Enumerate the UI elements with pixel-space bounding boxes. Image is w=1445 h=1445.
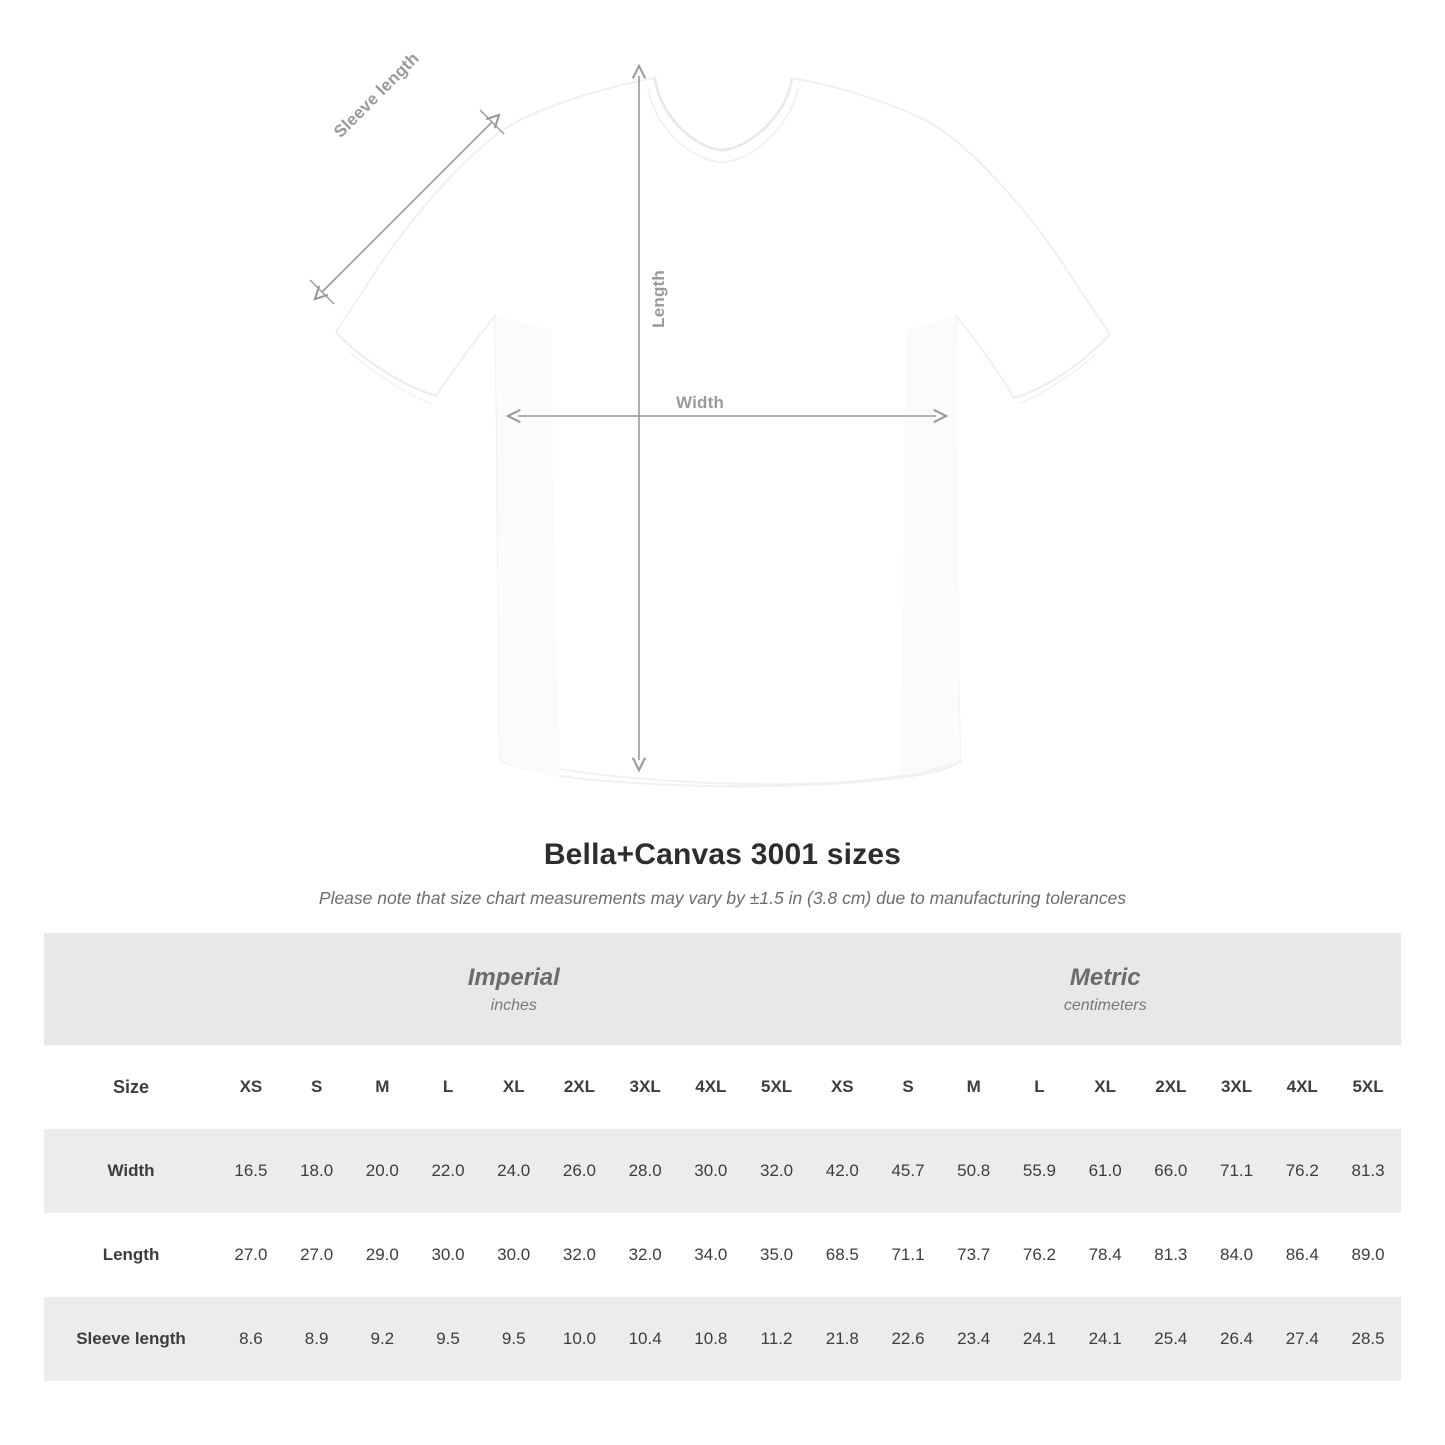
length-value: 78.4: [1072, 1213, 1138, 1297]
size-header-cell: M: [941, 1045, 1007, 1129]
width-value: 26.0: [547, 1129, 613, 1213]
length-value: 30.0: [415, 1213, 481, 1297]
size-header-cell: XL: [481, 1045, 547, 1129]
size-header-cell: S: [875, 1045, 941, 1129]
unit-group-imperial: [218, 933, 809, 1045]
row-header-sleeve-length: Sleeve length: [44, 1297, 218, 1381]
unit-group-row: [44, 933, 1401, 1045]
sleeve-value: 8.6: [218, 1297, 284, 1381]
sleeve-value: 23.4: [941, 1297, 1007, 1381]
length-value: 27.0: [284, 1213, 350, 1297]
sleeve-value: 10.4: [612, 1297, 678, 1381]
sleeve-value: 28.5: [1335, 1297, 1401, 1381]
width-value: 55.9: [1007, 1129, 1073, 1213]
table-row: [44, 1213, 1401, 1297]
length-value: 34.0: [678, 1213, 744, 1297]
size-header-cell: 4XL: [1269, 1045, 1335, 1129]
length-value: 86.4: [1269, 1213, 1335, 1297]
length-value: 71.1: [875, 1213, 941, 1297]
width-value: 20.0: [349, 1129, 415, 1213]
sleeve-value: 26.4: [1204, 1297, 1270, 1381]
width-value: 18.0: [284, 1129, 350, 1213]
size-header-cell: S: [284, 1045, 350, 1129]
length-value: 35.0: [744, 1213, 810, 1297]
size-chart-header: [0, 838, 1445, 909]
length-value: 32.0: [547, 1213, 613, 1297]
width-value: 24.0: [481, 1129, 547, 1213]
sleeve-value: 9.2: [349, 1297, 415, 1381]
length-value: 27.0: [218, 1213, 284, 1297]
length-value: 29.0: [349, 1213, 415, 1297]
length-label: Length: [649, 270, 668, 328]
width-value: 32.0: [744, 1129, 810, 1213]
length-value: 76.2: [1007, 1213, 1073, 1297]
unit-metric-sub: centimeters: [1063, 997, 1147, 1014]
width-value: 71.1: [1204, 1129, 1270, 1213]
size-header-row: [44, 1045, 1401, 1129]
width-value: 16.5: [218, 1129, 284, 1213]
unit-metric-name: Metric: [1069, 964, 1141, 991]
width-value: 50.8: [941, 1129, 1007, 1213]
width-value: 66.0: [1138, 1129, 1204, 1213]
size-header-cell: XS: [809, 1045, 875, 1129]
size-header-cell: XL: [1072, 1045, 1138, 1129]
size-header-cell: 5XL: [744, 1045, 810, 1129]
size-header-cell: 2XL: [1138, 1045, 1204, 1129]
sleeve-value: 10.0: [547, 1297, 613, 1381]
unit-group-metric: [809, 933, 1401, 1045]
row-header-width: Width: [44, 1129, 218, 1213]
sleeve-value: 21.8: [809, 1297, 875, 1381]
sleeve-value: 22.6: [875, 1297, 941, 1381]
sleeve-value: 24.1: [1072, 1297, 1138, 1381]
tolerance-note: Please note that size chart measurements may vary by ±1.5 in (3.8 cm) due to manufacturing tolerances: [318, 888, 1127, 908]
width-value: 28.0: [612, 1129, 678, 1213]
length-value: 89.0: [1335, 1213, 1401, 1297]
width-value: 42.0: [809, 1129, 875, 1213]
width-value: 81.3: [1335, 1129, 1401, 1213]
size-header-cell: 2XL: [547, 1045, 613, 1129]
length-value: 68.5: [809, 1213, 875, 1297]
length-value: 81.3: [1138, 1213, 1204, 1297]
unit-spacer-cell: [44, 933, 218, 1045]
row-header-size: Size: [44, 1045, 218, 1129]
length-value: 73.7: [941, 1213, 1007, 1297]
shirt-shape: [336, 78, 1110, 786]
row-header-length: Length: [44, 1213, 218, 1297]
length-value: 32.0: [612, 1213, 678, 1297]
size-header-cell: L: [1007, 1045, 1073, 1129]
size-table-wrapper: [44, 933, 1401, 1381]
size-chart-table: [44, 933, 1401, 1381]
unit-imperial-name: Imperial: [467, 964, 560, 991]
table-row: [44, 1129, 1401, 1213]
width-value: 45.7: [875, 1129, 941, 1213]
size-header-cell: L: [415, 1045, 481, 1129]
sleeve-value: 27.4: [1269, 1297, 1335, 1381]
size-header-cell: XS: [218, 1045, 284, 1129]
width-value: 30.0: [678, 1129, 744, 1213]
size-header-cell: 3XL: [1204, 1045, 1270, 1129]
sleeve-value: 25.4: [1138, 1297, 1204, 1381]
sleeve-value: 24.1: [1007, 1297, 1073, 1381]
table-row: [44, 1297, 1401, 1381]
sleeve-value: 9.5: [415, 1297, 481, 1381]
unit-imperial-sub: inches: [490, 997, 537, 1014]
width-value: 22.0: [415, 1129, 481, 1213]
width-label: Width: [676, 393, 725, 412]
length-value: 84.0: [1204, 1213, 1270, 1297]
width-value: 76.2: [1269, 1129, 1335, 1213]
length-value: 30.0: [481, 1213, 547, 1297]
page-title: Bella+Canvas 3001 sizes: [543, 838, 902, 871]
size-header-cell: M: [349, 1045, 415, 1129]
sleeve-value: 11.2: [744, 1297, 810, 1381]
size-header-cell: 5XL: [1335, 1045, 1401, 1129]
size-header-cell: 3XL: [612, 1045, 678, 1129]
sleeve-length-label: Sleeve length: [330, 48, 423, 142]
size-header-cell: 4XL: [678, 1045, 744, 1129]
sleeve-value: 9.5: [481, 1297, 547, 1381]
width-value: 61.0: [1072, 1129, 1138, 1213]
sleeve-value: 10.8: [678, 1297, 744, 1381]
sleeve-value: 8.9: [284, 1297, 350, 1381]
